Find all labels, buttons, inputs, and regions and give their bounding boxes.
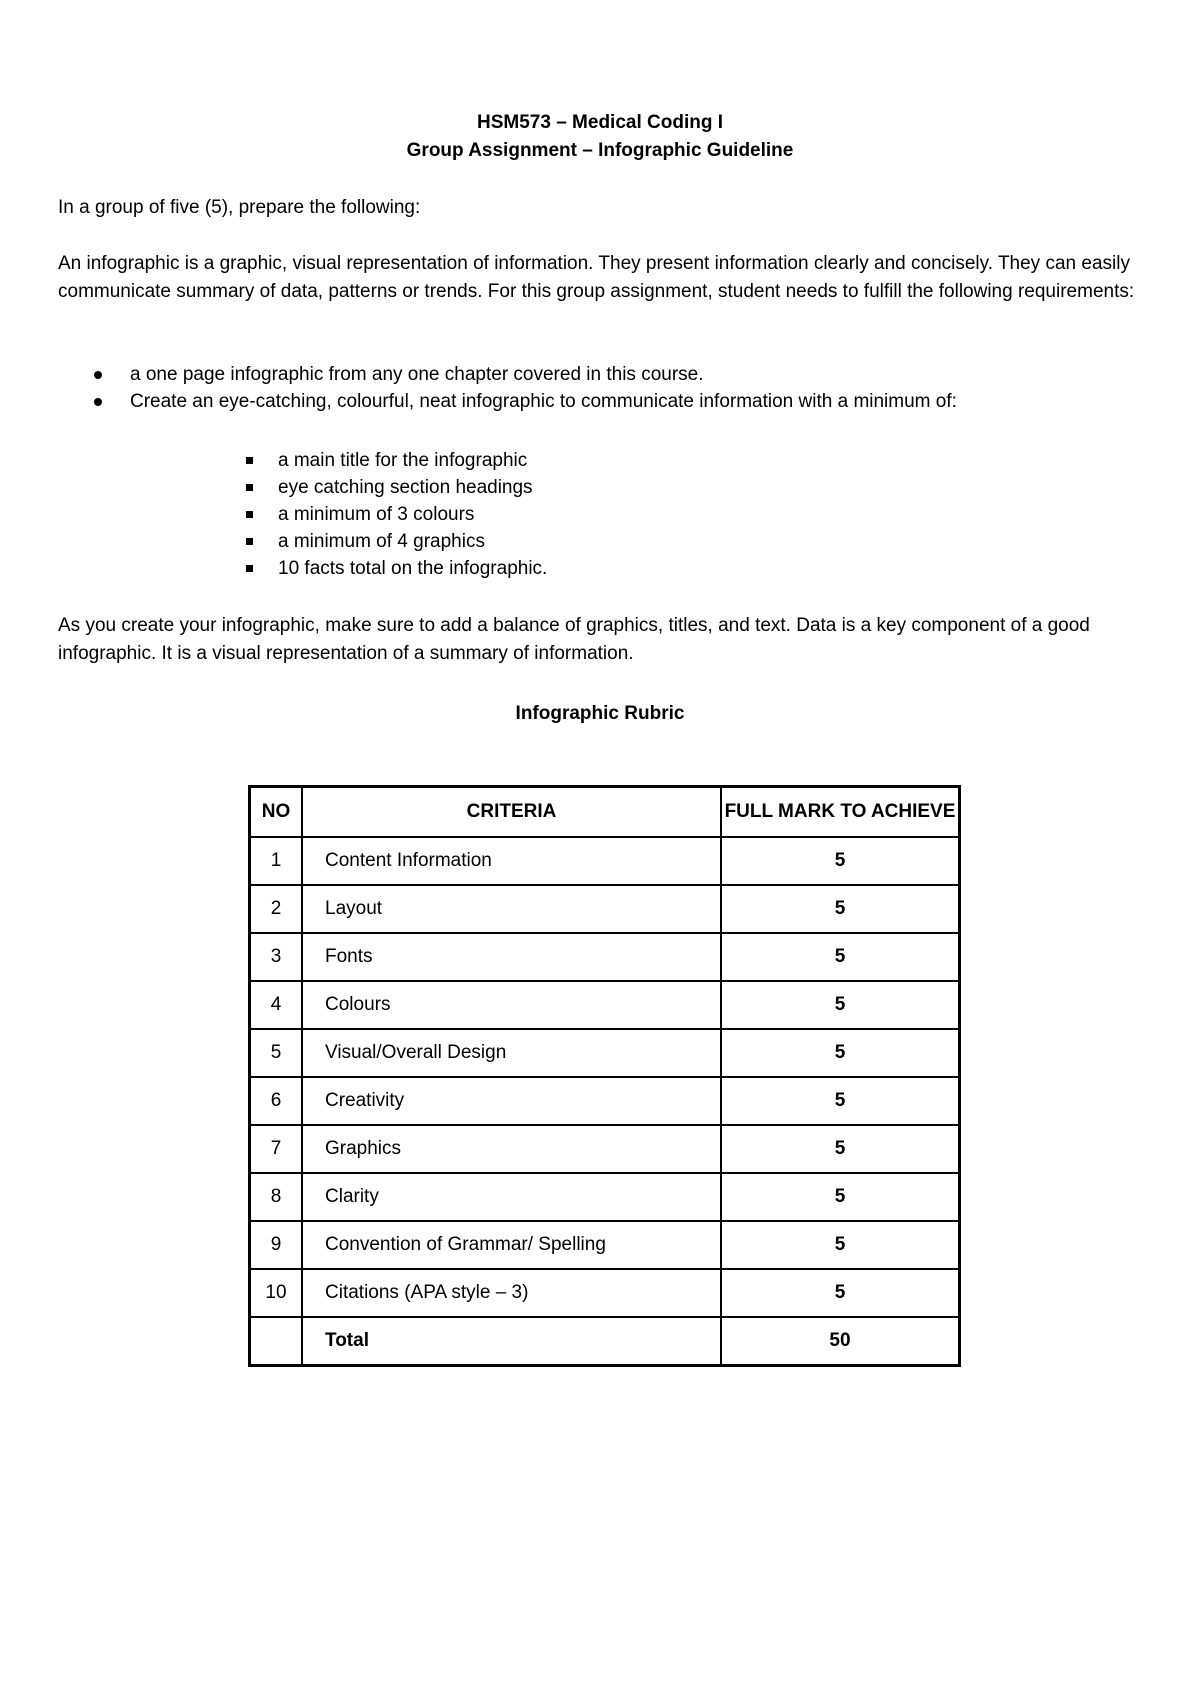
row-mark: 5 [721,981,960,1029]
header-full-mark: FULL MARK TO ACHIEVE [721,787,960,838]
list-item-text: a minimum of 3 colours [278,504,475,525]
square-bullet-icon [246,565,253,572]
row-mark: 5 [721,1077,960,1125]
table-row [250,1221,960,1269]
row-criteria: Colours [302,981,721,1029]
row-criteria: Citations (APA style – 3) [302,1269,721,1317]
square-bullet-icon [246,457,253,464]
requirements-list [58,361,1058,415]
table-row [250,933,960,981]
row-mark: 5 [721,885,960,933]
list-item [246,474,547,501]
table-row [250,1125,960,1173]
list-item-text: a minimum of 4 graphics [278,531,485,552]
table-row [250,1269,960,1317]
row-number: 1 [250,837,303,885]
row-number: 3 [250,933,303,981]
row-number: 8 [250,1173,303,1221]
list-item [246,555,547,582]
list-item [246,447,547,474]
row-criteria: Content Information [302,837,721,885]
bullet-icon [94,398,102,406]
table-row [250,1029,960,1077]
table-row [250,981,960,1029]
row-mark: 5 [721,1221,960,1269]
list-item-text: eye catching section headings [278,477,533,498]
row-number: 6 [250,1077,303,1125]
list-item [246,528,547,555]
square-bullet-icon [246,484,253,491]
row-criteria: Fonts [302,933,721,981]
bullet-icon [94,371,102,379]
row-mark: 5 [721,1269,960,1317]
square-bullet-icon [246,511,253,518]
row-number: 5 [250,1029,303,1077]
row-criteria: Convention of Grammar/ Spelling [302,1221,721,1269]
list-item-text: Create an eye-catching, colourful, neat infographic to communicate information with a minimum of: [130,391,957,412]
list-item [58,388,1000,415]
total-label: Total [302,1317,721,1366]
row-criteria: Creativity [302,1077,721,1125]
group-instruction: In a group of five (5), prepare the following: [58,197,421,218]
rubric-title: Infographic Rubric [515,703,685,724]
row-mark: 5 [721,1125,960,1173]
row-number: 10 [250,1269,303,1317]
total-number [250,1317,303,1366]
total-mark: 50 [721,1317,960,1366]
table-row [250,1173,960,1221]
row-mark: 5 [721,837,960,885]
table-total-row [250,1317,960,1366]
row-mark: 5 [721,1029,960,1077]
minimum-requirements-list [246,447,547,582]
row-number: 2 [250,885,303,933]
table-row [250,885,960,933]
assignment-title: Group Assignment – Infographic Guideline [406,140,794,161]
row-number: 7 [250,1125,303,1173]
row-number: 9 [250,1221,303,1269]
row-criteria: Graphics [302,1125,721,1173]
row-criteria: Layout [302,885,721,933]
row-number: 4 [250,981,303,1029]
intro-paragraph: An infographic is a graphic, visual representation of information. They present information clearly and concisely. They can easily communicate summary of data, patterns or trends. For this group assignment, student needs to fulfill the following requirements: [58,253,1135,302]
rubric-table [248,785,961,1367]
list-item-text: a main title for the infographic [278,450,528,471]
closing-paragraph: As you create your infographic, make sure to add a balance of graphics, titles, and text. Data is a key component of a good infographic. It is a visual representation of a summary of information. [58,615,1090,664]
row-mark: 5 [721,933,960,981]
header-no: NO [250,787,303,838]
square-bullet-icon [246,538,253,545]
list-item-text: 10 facts total on the infographic. [278,558,548,579]
course-title: HSM573 – Medical Coding I [477,112,723,133]
row-mark: 5 [721,1173,960,1221]
header-criteria: CRITERIA [302,787,721,838]
list-item [246,501,547,528]
table-row [250,1077,960,1125]
row-criteria: Clarity [302,1173,721,1221]
list-item-text: a one page infographic from any one chapter covered in this course. [130,364,704,385]
row-criteria: Visual/Overall Design [302,1029,721,1077]
list-item [58,361,1058,388]
table-header-row [250,787,960,838]
table-row [250,837,960,885]
